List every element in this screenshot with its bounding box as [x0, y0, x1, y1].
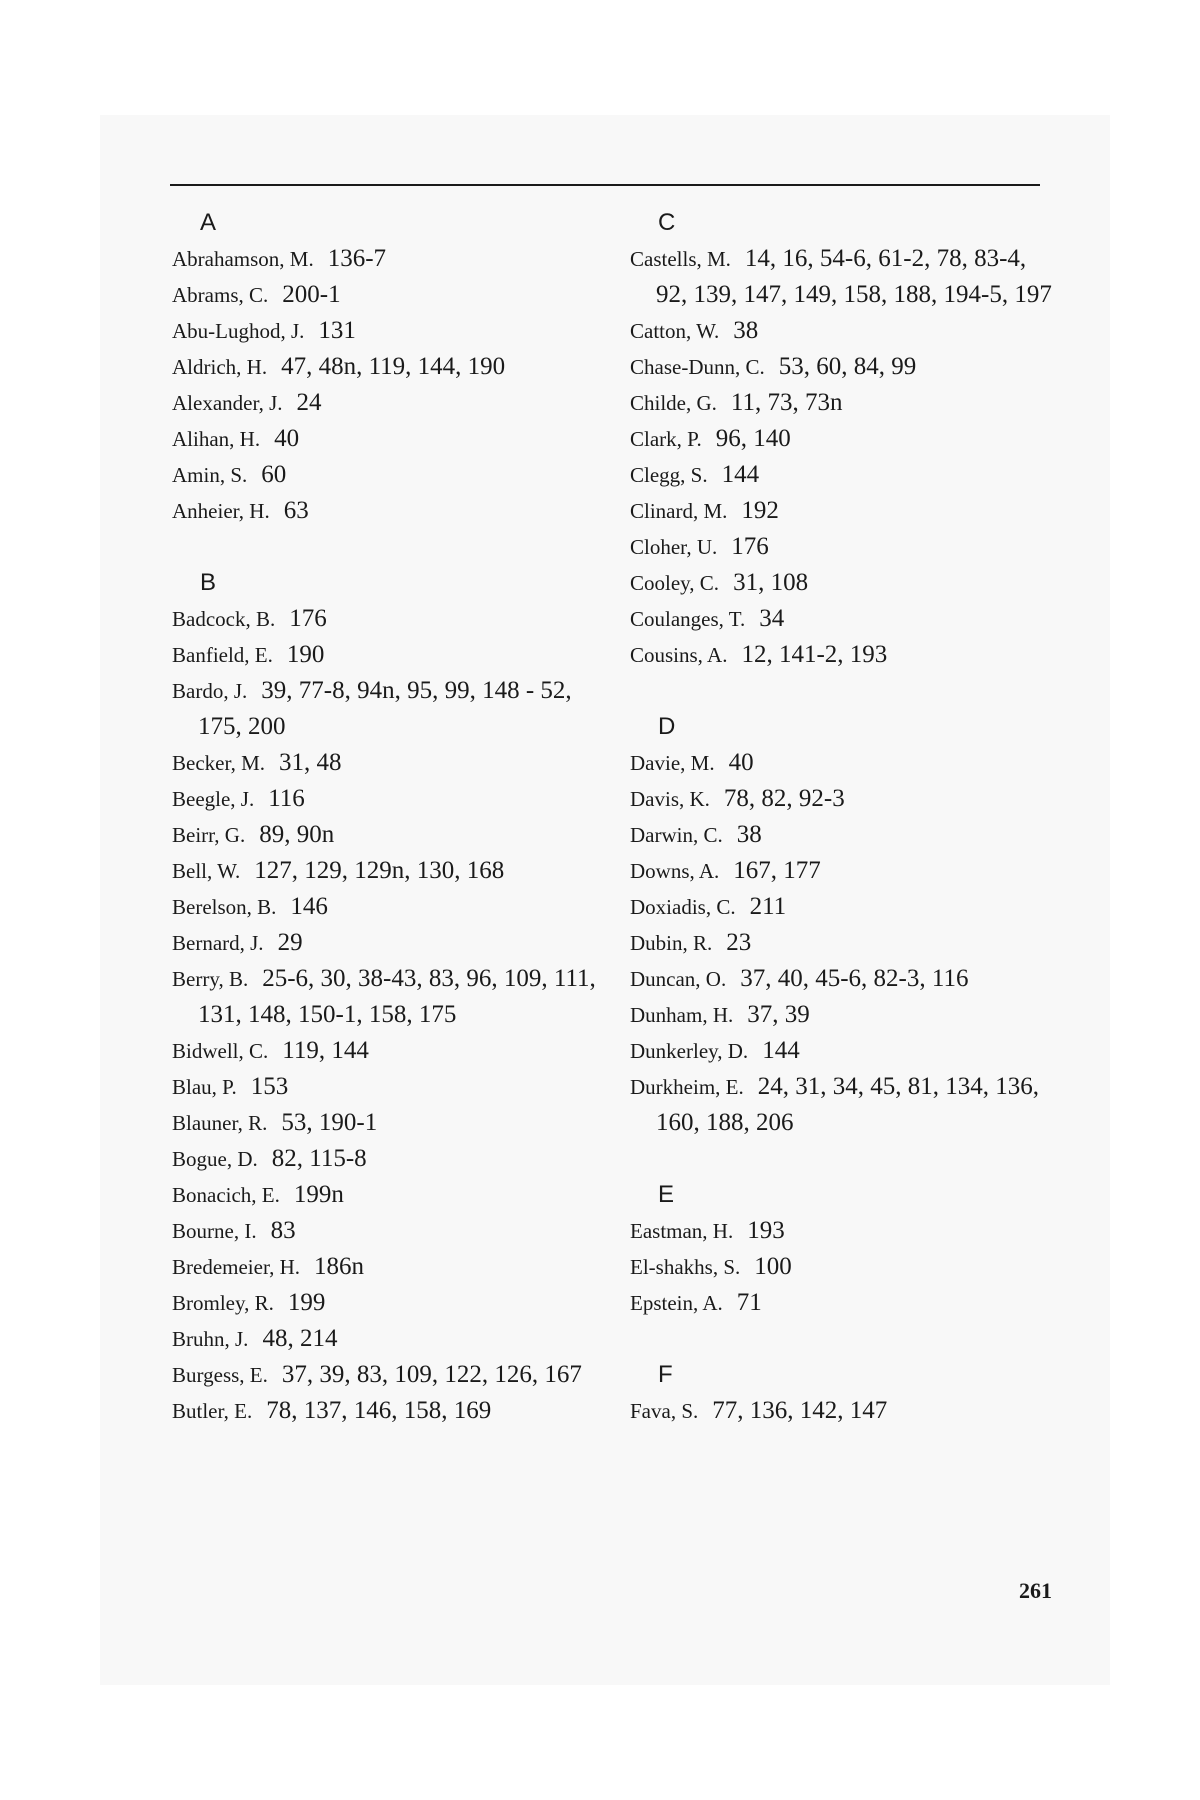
- index-entry: [172, 1177, 612, 1213]
- index-entry: [630, 1213, 1060, 1249]
- index-entry: [172, 313, 612, 349]
- section-letter-c: C: [658, 209, 676, 236]
- index-entry: [630, 745, 1060, 781]
- entry-pages: 78, 137, 146, 158, 169: [266, 1397, 492, 1424]
- entry-name: Chase-Dunn, C.: [630, 355, 765, 379]
- entry-pages: 14, 16, 54-6, 61-2, 78, 83-4, 92, 139, 147, 149, 158, 188, 194-5, 197: [656, 245, 1052, 308]
- entry-pages: 38: [733, 317, 759, 344]
- index-entry: [172, 1393, 612, 1429]
- entry-name: Blauner, R.: [172, 1111, 268, 1135]
- entry-pages: 25-6, 30, 38-43, 83, 96, 109, 111, 131, 148, 150-1, 158, 175: [198, 965, 596, 1028]
- index-entry: [630, 565, 1060, 601]
- entry-pages: 153: [250, 1073, 289, 1100]
- section-letter-b: B: [200, 569, 217, 596]
- index-entry: [172, 493, 612, 529]
- top-rule: [170, 184, 1040, 186]
- entry-name: Bidwell, C.: [172, 1039, 269, 1063]
- entry-pages: 47, 48n, 119, 144, 190: [281, 353, 506, 380]
- entry-name: Dunham, H.: [630, 1003, 734, 1027]
- entry-pages: 34: [759, 605, 785, 632]
- index-entry: [172, 1141, 612, 1177]
- entry-pages: 193: [747, 1217, 785, 1244]
- index-entry: [172, 925, 612, 961]
- index-entry: [630, 1249, 1060, 1285]
- index-entry: [630, 997, 1060, 1033]
- index-entry: [172, 637, 612, 673]
- entry-pages: 37, 39: [747, 1001, 810, 1028]
- entry-name: Davis, K.: [630, 787, 710, 811]
- entry-pages: 89, 90n: [259, 821, 335, 848]
- entry-name: Badcock, B.: [172, 607, 276, 631]
- index-entry: [630, 241, 1060, 313]
- entry-name: Fava, S.: [630, 1399, 699, 1423]
- entry-pages: 37, 40, 45-6, 82-3, 116: [740, 965, 969, 992]
- entry-pages: 119, 144: [282, 1037, 369, 1064]
- index-entry: [172, 1249, 612, 1285]
- entry-pages: 40: [274, 425, 300, 452]
- entry-name: Bromley, R.: [172, 1291, 274, 1315]
- index-entry: [172, 817, 612, 853]
- entry-name: Bredemeier, H.: [172, 1255, 301, 1279]
- index-entry: [630, 925, 1060, 961]
- entry-name: Bardo, J.: [172, 679, 248, 703]
- entry-name: El-shakhs, S.: [630, 1255, 741, 1279]
- entry-name: Duncan, O.: [630, 967, 727, 991]
- index-entry: [630, 457, 1060, 493]
- entry-pages: 12, 141-2, 193: [741, 641, 888, 668]
- index-entry: [172, 745, 612, 781]
- entry-name: Bourne, I.: [172, 1219, 257, 1243]
- entry-name: Downs, A.: [630, 859, 720, 883]
- entry-pages: 40: [728, 749, 754, 776]
- index-entry: [172, 1033, 612, 1069]
- entry-name: Burgess, E.: [172, 1363, 268, 1387]
- entry-name: Becker, M.: [172, 751, 266, 775]
- entry-pages: 144: [721, 461, 760, 488]
- entry-pages: 31, 108: [733, 569, 809, 596]
- index-entry: [172, 961, 612, 1033]
- entry-name: Beirr, G.: [172, 823, 246, 847]
- entry-name: Cousins, A.: [630, 643, 728, 667]
- entry-pages: 78, 82, 92-3: [723, 785, 845, 812]
- entry-name: Catton, W.: [630, 319, 720, 343]
- entry-pages: 38: [736, 821, 762, 848]
- section-letter-f: F: [658, 1361, 673, 1388]
- entry-pages: 77, 136, 142, 147: [712, 1397, 888, 1424]
- index-entry: [172, 889, 612, 925]
- entry-pages: 190: [286, 641, 325, 668]
- entry-name: Alihan, H.: [172, 427, 261, 451]
- entry-name: Doxiadis, C.: [630, 895, 736, 919]
- index-column-right: [630, 205, 1060, 1429]
- section-letter-d: D: [658, 713, 676, 740]
- entry-pages: 199n: [293, 1181, 344, 1208]
- index-entry: [172, 349, 612, 385]
- entry-pages: 100: [754, 1253, 792, 1280]
- index-entry: [172, 241, 612, 277]
- entry-name: Bogue, D.: [172, 1147, 258, 1171]
- entry-pages: 60: [261, 461, 287, 488]
- entry-name: Bonacich, E.: [172, 1183, 280, 1207]
- entry-name: Abrahamson, M.: [172, 247, 314, 271]
- index-entry: [172, 1069, 612, 1105]
- entry-name: Dunkerley, D.: [630, 1039, 749, 1063]
- entry-pages: 136-7: [327, 245, 387, 272]
- entry-name: Coulanges, T.: [630, 607, 746, 631]
- index-entry: [172, 421, 612, 457]
- entry-pages: 53, 190-1: [281, 1109, 378, 1136]
- entry-pages: 211: [749, 893, 787, 920]
- entry-name: Darwin, C.: [630, 823, 723, 847]
- entry-name: Amin, S.: [172, 463, 248, 487]
- page-number: 261: [1019, 1578, 1052, 1603]
- index-entry: [172, 1285, 612, 1321]
- entry-name: Bell, W.: [172, 859, 241, 883]
- entry-pages: 116: [268, 785, 305, 812]
- entry-name: Butler, E.: [172, 1399, 253, 1423]
- entry-pages: 186n: [314, 1253, 365, 1280]
- index-entry: [630, 385, 1060, 421]
- index-entry: [172, 1213, 612, 1249]
- index-entry: [172, 385, 612, 421]
- entry-name: Durkheim, E.: [630, 1075, 744, 1099]
- index-entry: [630, 421, 1060, 457]
- index-entry: [630, 493, 1060, 529]
- entry-pages: 200-1: [282, 281, 341, 308]
- index-entry: [630, 889, 1060, 925]
- index-entry: [172, 601, 612, 637]
- entry-name: Beegle, J.: [172, 787, 255, 811]
- entry-name: Eastman, H.: [630, 1219, 734, 1243]
- entry-name: Cooley, C.: [630, 571, 720, 595]
- entry-pages: 83: [270, 1217, 296, 1244]
- index-entry: [172, 781, 612, 817]
- entry-name: Berelson, B.: [172, 895, 277, 919]
- entry-pages: 127, 129, 129n, 130, 168: [254, 857, 505, 884]
- entry-name: Anheier, H.: [172, 499, 270, 523]
- entry-pages: 199: [287, 1289, 326, 1316]
- index-entry: [630, 781, 1060, 817]
- entry-pages: 24: [296, 389, 322, 416]
- entry-pages: 96, 140: [715, 425, 791, 452]
- entry-name: Clark, P.: [630, 427, 702, 451]
- entry-pages: 53, 60, 84, 99: [778, 353, 917, 380]
- index-entry: [630, 817, 1060, 853]
- entry-pages: 71: [736, 1289, 762, 1316]
- index-entry: [630, 313, 1060, 349]
- section-letter-a: A: [200, 209, 217, 236]
- index-column-left: [172, 205, 612, 1429]
- entry-name: Blau, P.: [172, 1075, 237, 1099]
- index-entry: [630, 1285, 1060, 1321]
- entry-name: Dubin, R.: [630, 931, 713, 955]
- entry-name: Banfield, E.: [172, 643, 273, 667]
- entry-name: Childe, G.: [630, 391, 717, 415]
- index-entry: [630, 1033, 1060, 1069]
- entry-pages: 144: [762, 1037, 800, 1064]
- index-entry: [172, 1105, 612, 1141]
- entry-pages: 63: [283, 497, 309, 524]
- entry-name: Bruhn, J.: [172, 1327, 249, 1351]
- entry-name: Bernard, J.: [172, 931, 264, 955]
- section-letter-e: E: [658, 1181, 675, 1208]
- entry-pages: 167, 177: [733, 857, 821, 884]
- entry-pages: 31, 48: [279, 749, 342, 776]
- entry-pages: 192: [741, 497, 779, 524]
- index-entry: [630, 529, 1060, 565]
- entry-pages: 37, 39, 83, 109, 122, 126, 167: [281, 1361, 582, 1388]
- index-entry: [630, 853, 1060, 889]
- entry-name: Aldrich, H.: [172, 355, 268, 379]
- index-entry: [630, 349, 1060, 385]
- index-entry: [630, 1393, 1060, 1429]
- index-entry: [172, 1357, 612, 1393]
- entry-name: Castells, M.: [630, 247, 731, 271]
- index-entry: [172, 457, 612, 493]
- entry-name: Berry, B.: [172, 967, 249, 991]
- entry-pages: 39, 77-8, 94n, 95, 99, 148 - 52, 175, 200: [198, 677, 572, 740]
- entry-pages: 82, 115-8: [271, 1145, 367, 1172]
- entry-name: Abrams, C.: [172, 283, 269, 307]
- entry-name: Clegg, S.: [630, 463, 708, 487]
- index-entry: [172, 673, 612, 745]
- index-entry: [172, 277, 612, 313]
- index-entry: [172, 1321, 612, 1357]
- entry-pages: 176: [289, 605, 327, 632]
- index-entry: [630, 637, 1060, 673]
- entry-pages: 23: [726, 929, 752, 956]
- index-entry: [630, 961, 1060, 997]
- index-entry: [172, 853, 612, 889]
- entry-pages: 131: [318, 317, 356, 344]
- entry-pages: 29: [277, 929, 303, 956]
- entry-name: Davie, M.: [630, 751, 715, 775]
- entry-name: Epstein, A.: [630, 1291, 723, 1315]
- entry-pages: 176: [731, 533, 769, 560]
- index-entry: [630, 1069, 1060, 1141]
- entry-name: Alexander, J.: [172, 391, 283, 415]
- entry-pages: 11, 73, 73n: [730, 389, 843, 416]
- entry-pages: 24, 31, 34, 45, 81, 134, 136, 160, 188, 206: [656, 1073, 1039, 1136]
- entry-pages: 48, 214: [262, 1325, 338, 1352]
- entry-pages: 146: [290, 893, 328, 920]
- entry-name: Cloher, U.: [630, 535, 718, 559]
- index-entry: [630, 601, 1060, 637]
- entry-name: Abu-Lughod, J.: [172, 319, 305, 343]
- entry-name: Clinard, M.: [630, 499, 728, 523]
